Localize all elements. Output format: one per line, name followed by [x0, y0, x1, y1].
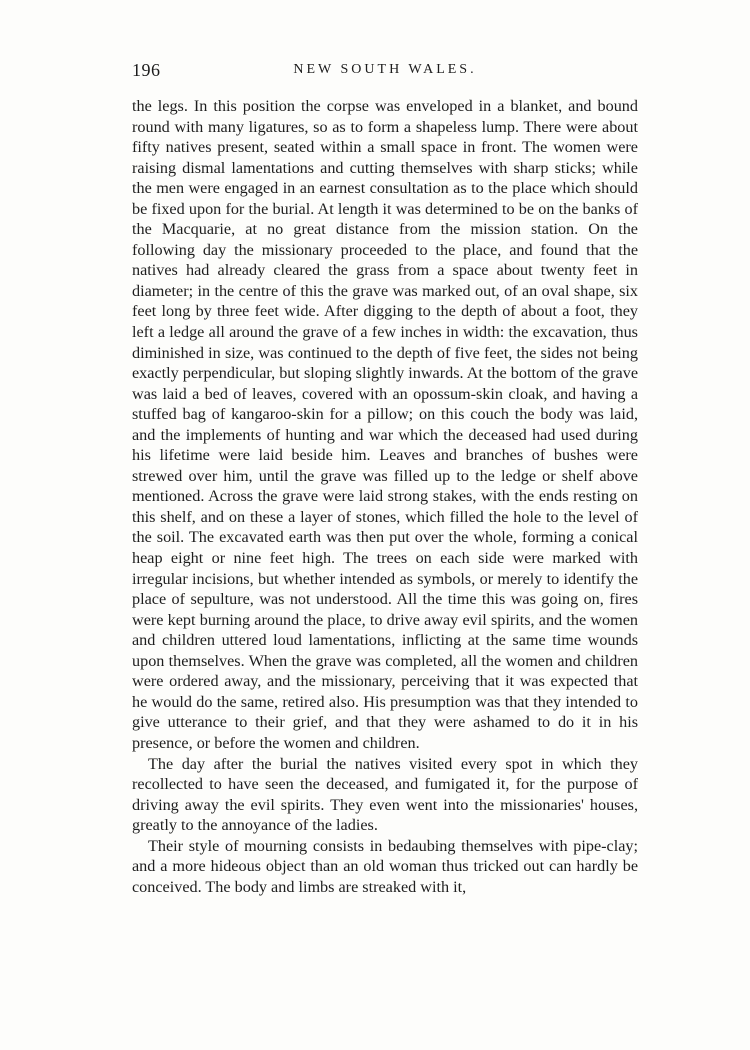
page-number: 196 [132, 60, 161, 80]
paragraph-continued: the legs. In this position the corpse was enveloped in a blanket, and bound round with many ligatures, so as to form a shapeless lump. There were about fifty natives present, seated within a small space in front. The women were raising dismal lamentations and cutting themselves with sharp sticks; while the men were engaged in an earnest consultation as to the place which should be fixed upon for the burial. At length it was determined to be on the banks of the Macquarie, at no great distance from the mission station. On the following day the missionary proceeded to the place, and found that the natives had already cleared the grass from a space about twenty feet in diameter; in the centre of this the grave was marked out, of an oval shape, six feet long by three feet wide. After digging to the depth of about a foot, they left a ledge all around the grave of a few inches in width: the excavation, thus diminished in size, was continued to the depth of five feet, the sides not being exactly perpendicular, but sloping slightly inwards. At the bottom of the grave was laid a bed of leaves, covered with an opossum-skin cloak, and having a stuffed bag of kangaroo-skin for a pillow; on this couch the body was laid, and the implements of hunting and war which the deceased had used during his lifetime were laid beside him. Leaves and branches of bushes were strewed over him, until the grave was filled up to the ledge or shelf above mentioned. Across the grave were laid strong stakes, with the ends resting on this shelf, and on these a layer of stones, which filled the hole to the level of the soil. The excavated earth was then put over the whole, forming a conical heap eight or nine feet high. The trees on each side were marked with irregular incisions, but whether intended as symbols, or merely to identify the place of sepulture, was not understood. All the time this was going on, fires were kept burning around the place, to drive away evil spirits, and the women and children uttered loud lamentations, inflicting at the same time wounds upon themselves. When the grave was completed, all the women and children were ordered away, and the missionary, perceiving that it was expected that he would do the same, retired also. His presumption was that they intended to give utterance to their grief, and that they were ashamed to do it in his presence, or before the women and children. [132, 97, 639, 752]
running-head: NEW SOUTH WALES. [293, 62, 477, 77]
page-header [132, 60, 638, 84]
paragraph: The day after the burial the natives visited every spot in which they recollected to have seen the deceased, and fumigated it, for the purpose of driving away the evil spirits. They even went into the missionaries' houses, greatly to the annoyance of the ladies. [132, 754, 638, 835]
paragraph: Their style of mourning consists in bedaubing themselves with pipe-clay; and a more hideous object than an old woman thus tricked out can hardly be conceived. The body and limbs are streaked with it, [132, 836, 638, 896]
body-text [132, 96, 638, 897]
